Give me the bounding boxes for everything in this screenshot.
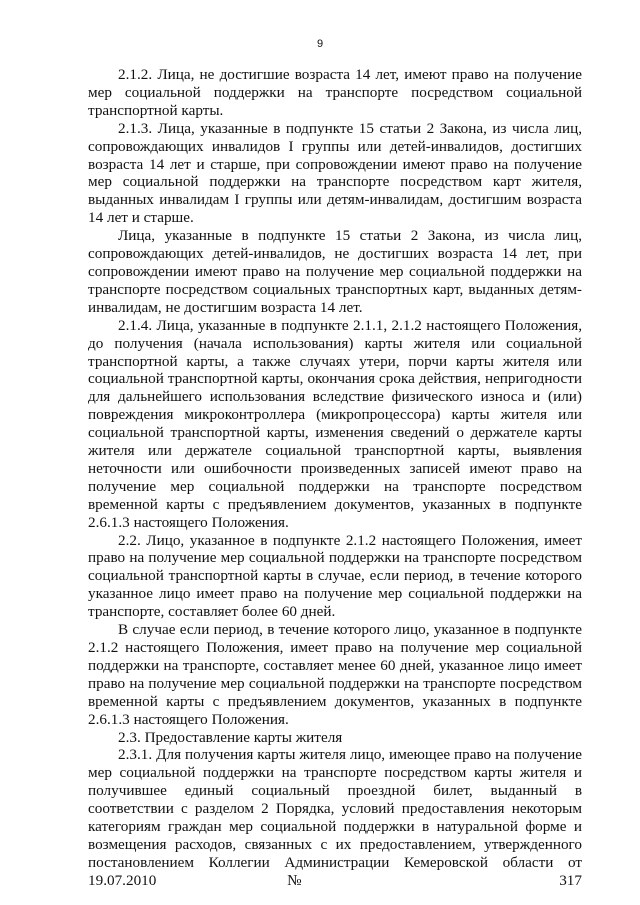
section-heading-2-3: 2.3. Предоставление карты жителя <box>118 728 343 746</box>
paragraph-2-1-3: 2.1.3. Лица, указанные в подпункте 15 статьи 2 Закона, из числа лиц, сопровождающих инвалидов I группы или детей-инвалидов, достигших возраста 14 лет и старше, при сопровождении имеют право на получение мер социальной поддержки на транспорте посредством карт жителя, выданных инвалидам I группы или детям-инвалидам, достигшим возраста 14 лет и старше. <box>88 119 582 227</box>
paragraph-2-1-4: 2.1.4. Лица, указанные в подпункте 2.1.1, 2.1.2 настоящего Положения, до получения (начала использования) карты жителя или социальной транспортной карты, а также случаях утери, порчи карты жителя или социальной транспортной карты, окончания срока действия, непригодности для дальнейшего использования вследствие физического износа и (или) повреждения микроконтроллера (микропроцессора) карты жителя или социальной транспортной карты, изменения сведений о держателе карты жителя или держателе социальной транспортной карты, выявления неточности или ошибочности произведенных записей имеют право на получение мер социальной поддержки на транспорте посредством временной карты с предъявлением документов, указанных в подпункте 2.6.1.3 настоящего Положения. <box>88 316 582 531</box>
paragraph-2-1-2: 2.1.2. Лица, не достигшие возраста 14 лет, имеют право на получение мер социальной поддержки на транспорте посредством социальной транспортной карты. <box>88 66 582 119</box>
document-body <box>88 66 582 890</box>
paragraph-2-1-3-continued: Лица, указанные в подпункте 15 статьи 2 Закона, из числа лиц, сопровождающих детей-инвалидов, не достигших возраста 14 лет, при сопровождении имеют право на получение мер социальной поддержки на транспорте посредством социальных транспортных карт, выданных детям-инвалидам, не достигшим возраста 14 лет. <box>88 227 582 316</box>
page-number: 9 <box>316 38 324 50</box>
paragraph-2-2-continued: В случае если период, в течение которого лицо, указанное в подпункте 2.1.2 настоящего Положения, имеет право на получение мер социальной поддержки на транспорте, составляет менее 60 дней, указанное лицо имеет право на получение мер социальной поддержки на транспорте посредством временной карты с предъявлением документов, указанных в подпункте 2.6.1.3 настоящего Положения. <box>88 621 582 728</box>
paragraph-2-2: 2.2. Лицо, указанное в подпункте 2.1.2 настоящего Положения, имеет право на получение мер социальной поддержки на транспорте посредством социальной транспортной карты в случае, если период, в течение которого указанное лицо имеет право на получение мер социальной поддержки на транспорте, составляет более 60 дней. <box>88 531 582 621</box>
paragraph-2-3-1: 2.3.1. Для получения карты жителя лицо, имеющее право на получение мер социальной поддержки на транспорте посредством карты жителя и получившее единый социальный проездной билет, выданный в соответствии с разделом 2 Порядка, условий предоставления некоторым категориям граждан мер социальной поддержки в натуральной форме и возмещения расходов, связанных с их предоставлением, утвержденного постановлением Коллегии Администрации Кемеровской области от 19.07.2010 № 317 <box>88 746 582 889</box>
